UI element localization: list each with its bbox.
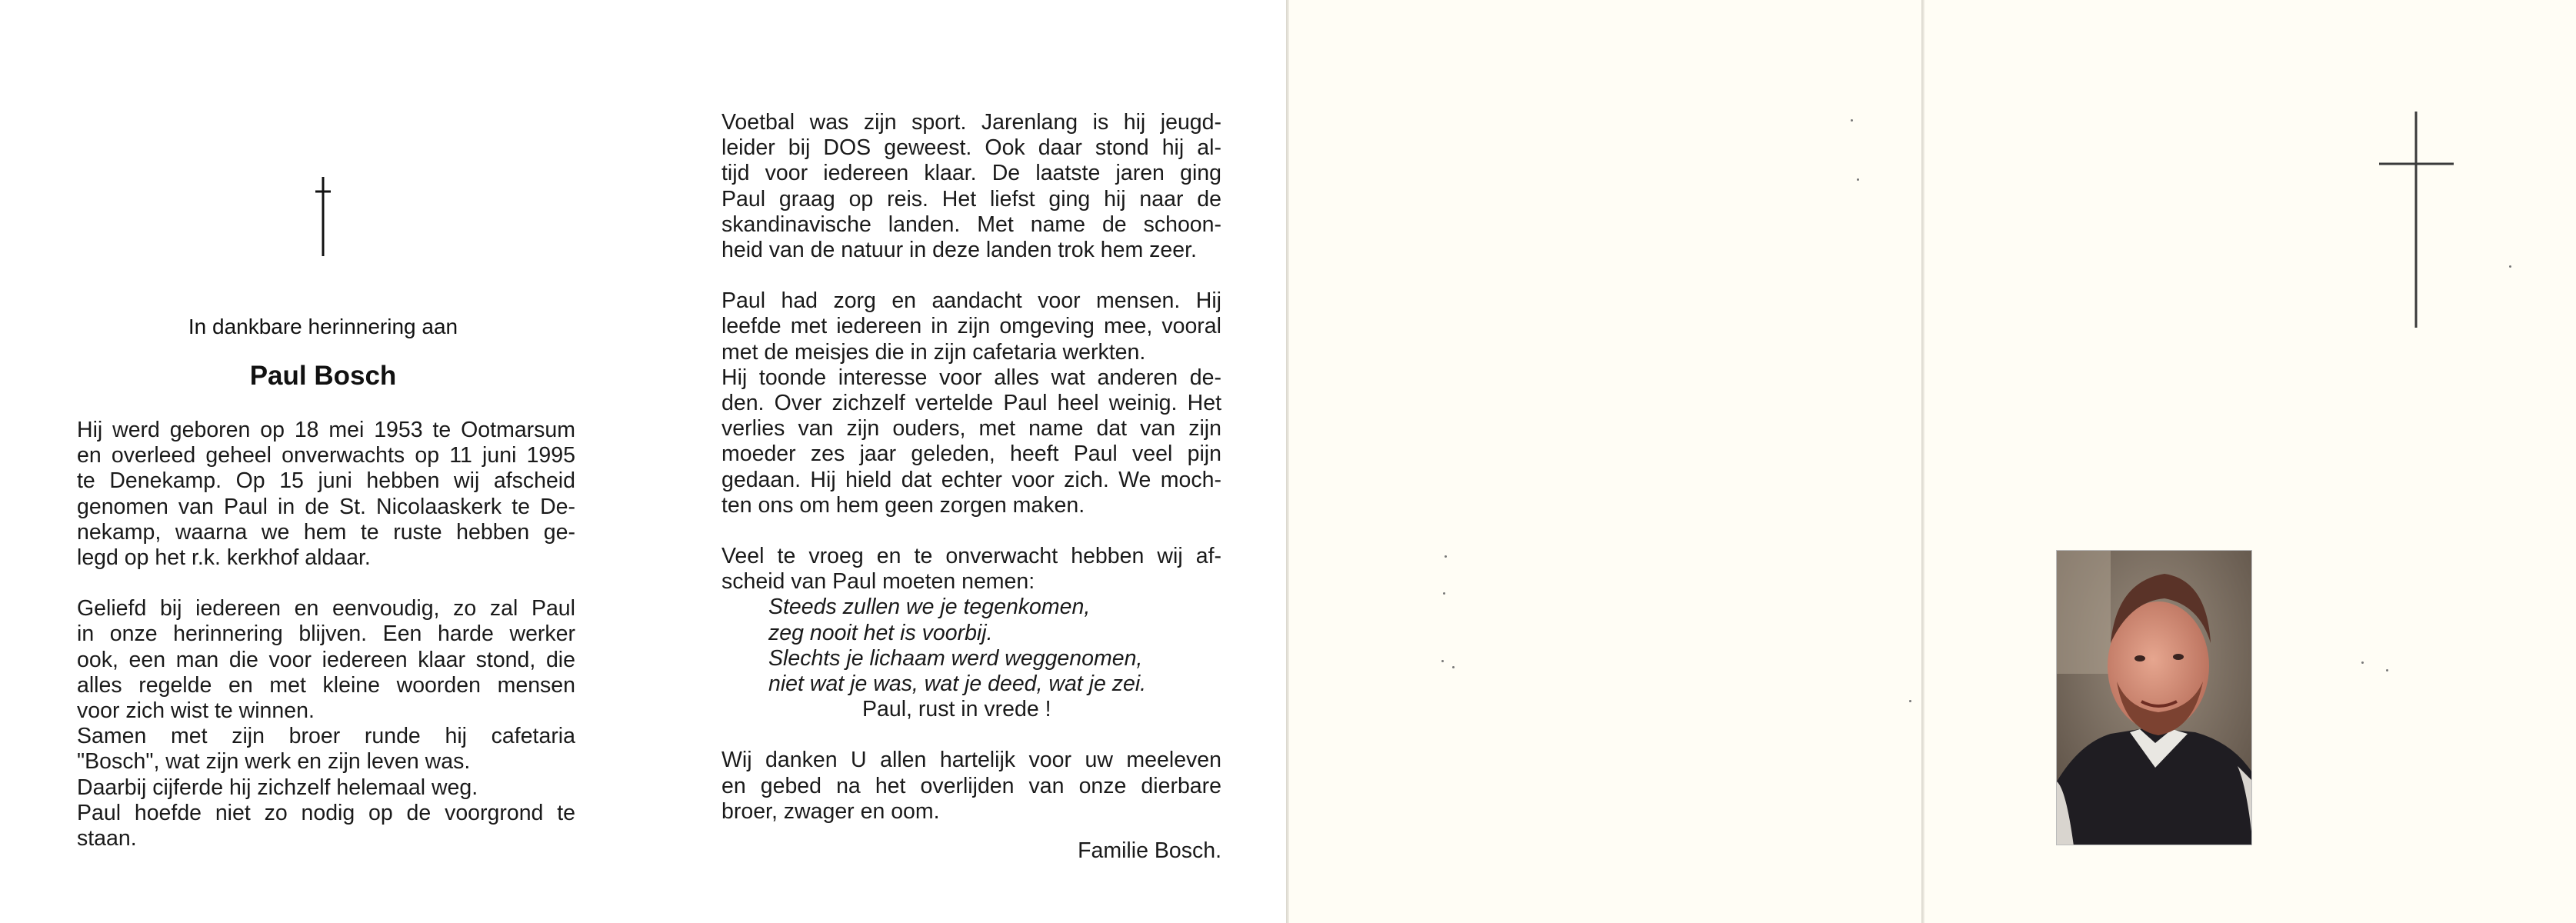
left-paragraph-1	[77, 418, 575, 571]
text-line: legd op het r.k. kerkhof aldaar.	[77, 545, 371, 571]
text-line: alles regelde en met kleine woorden mensen	[77, 672, 575, 698]
right-paragraph-3	[721, 544, 1221, 595]
text-line: genomen van Paul in de St. Nicolaaskerk te De-	[77, 494, 575, 519]
text-line: Samen met zijn broer runde hij cafetaria	[77, 724, 575, 749]
right-paragraph-4	[721, 748, 1221, 825]
text-line: Wij danken U allen hartelijk voor uw meeleven	[721, 748, 1221, 773]
cross-icon	[2378, 109, 2455, 332]
text-line: Paul had zorg en aandacht voor mensen. Hij	[721, 288, 1221, 314]
text-line: skandinavische landen. Met name de schoon-	[721, 212, 1221, 237]
text-line: Paul hoefde niet zo nodig op de voorgrond te	[77, 800, 575, 825]
text-line: broer, zwager en oom.	[721, 798, 940, 824]
inner-spread	[0, 0, 1286, 923]
paper-speck	[1441, 660, 1444, 662]
text-line: Hij werd geboren op 18 mei 1953 te Ootmarsum	[77, 418, 575, 442]
text-line: ten ons om hem geen zorgen maken.	[721, 492, 1085, 518]
text-line: met de meisjes die in zijn cafetaria werkten.	[721, 339, 1146, 365]
paper-speck	[1851, 119, 1853, 122]
text-line: Paul graag op reis. Het liefst ging hij naar de	[721, 186, 1221, 212]
text-line: tijd voor iedereen klaar. De laatste jaren ging	[721, 161, 1221, 186]
text-line: leefde met iedereen in zijn omgeving mee, vooral	[721, 314, 1221, 339]
back-panel	[1289, 0, 1921, 923]
text-line: en gebed na het overlijden van onze dierbare	[721, 773, 1221, 798]
text-line: en overleed geheel onverwachts op 11 juni 1995	[77, 443, 575, 468]
text-line: Geliefd bij iedereen en eenvoudig, zo zal Paul	[77, 596, 575, 621]
text-line: leider bij DOS geweest. Ook daar stond hij al-	[721, 135, 1221, 161]
text-line: nekamp, waarna we hem te ruste hebben ge-	[77, 519, 575, 545]
left-paragraph-2	[77, 596, 575, 851]
poem-line: zeg nooit het is voorbij.	[768, 620, 993, 645]
text-line: scheid van Paul moeten nemen:	[721, 569, 1035, 595]
poem-line: niet wat je was, wat je deed, wat je zei.	[768, 671, 1147, 697]
cross-icon	[312, 173, 335, 258]
portrait-photo	[2056, 550, 2252, 845]
right-paragraph-1	[721, 110, 1221, 263]
text-line: Daarbij cijferde hij zichzelf helemaal weg.	[77, 775, 478, 800]
text-line: Voetbal was zijn sport. Jarenlang is hij jeugd-	[721, 110, 1221, 135]
poem	[721, 595, 1221, 697]
poem-close: Paul, rust in vrede !	[862, 697, 1051, 722]
memorial-heading: In dankbare herinnering aan	[188, 315, 458, 338]
paper-speck	[2361, 661, 2364, 664]
right-column-text	[721, 110, 1221, 864]
paper-speck	[2386, 669, 2388, 671]
paper-speck	[1445, 555, 1447, 558]
text-line: "Bosch", wat zijn werk en zijn leven was.	[77, 749, 471, 775]
text-line: te Denekamp. Op 15 juni hebben wij afscheid	[77, 468, 575, 494]
text-line: heid van de natuur in deze landen trok hem zeer.	[721, 238, 1197, 263]
text-line: verlies van zijn ouders, met name dat van zijn	[721, 416, 1221, 442]
right-paragraph-2	[721, 288, 1221, 518]
text-line: den. Over zichzelf vertelde Paul heel weinig. Het	[721, 391, 1221, 416]
text-line: in onze herinnering blijven. Een harde werker	[77, 621, 575, 647]
paper-speck	[1909, 700, 1911, 702]
text-line: ook, een man die voor iedereen klaar stond, die	[77, 647, 575, 672]
left-column-text	[77, 418, 575, 851]
signature: Familie Bosch.	[1078, 838, 1221, 864]
paper-speck	[2509, 265, 2511, 268]
paper-speck	[1452, 666, 1455, 668]
text-line: staan.	[77, 826, 137, 851]
paper-speck	[1857, 178, 1859, 181]
paper-speck	[1443, 592, 1445, 595]
poem-line: Slechts je lichaam werd weggenomen,	[768, 645, 1143, 671]
text-line: gedaan. Hij hield dat echter voor zich. We moch-	[721, 467, 1221, 492]
text-line: voor zich wist te winnen.	[77, 698, 315, 724]
text-line: moeder zes jaar geleden, heeft Paul veel pijn	[721, 442, 1221, 467]
deceased-name: Paul Bosch	[249, 361, 397, 391]
text-line: Veel te vroeg en te onverwacht hebben wij af-	[721, 544, 1221, 569]
text-line: Hij toonde interesse voor alles wat anderen de-	[721, 365, 1221, 390]
poem-line: Steeds zullen we je tegenkomen,	[768, 595, 1091, 620]
portrait-image	[2057, 551, 2252, 845]
